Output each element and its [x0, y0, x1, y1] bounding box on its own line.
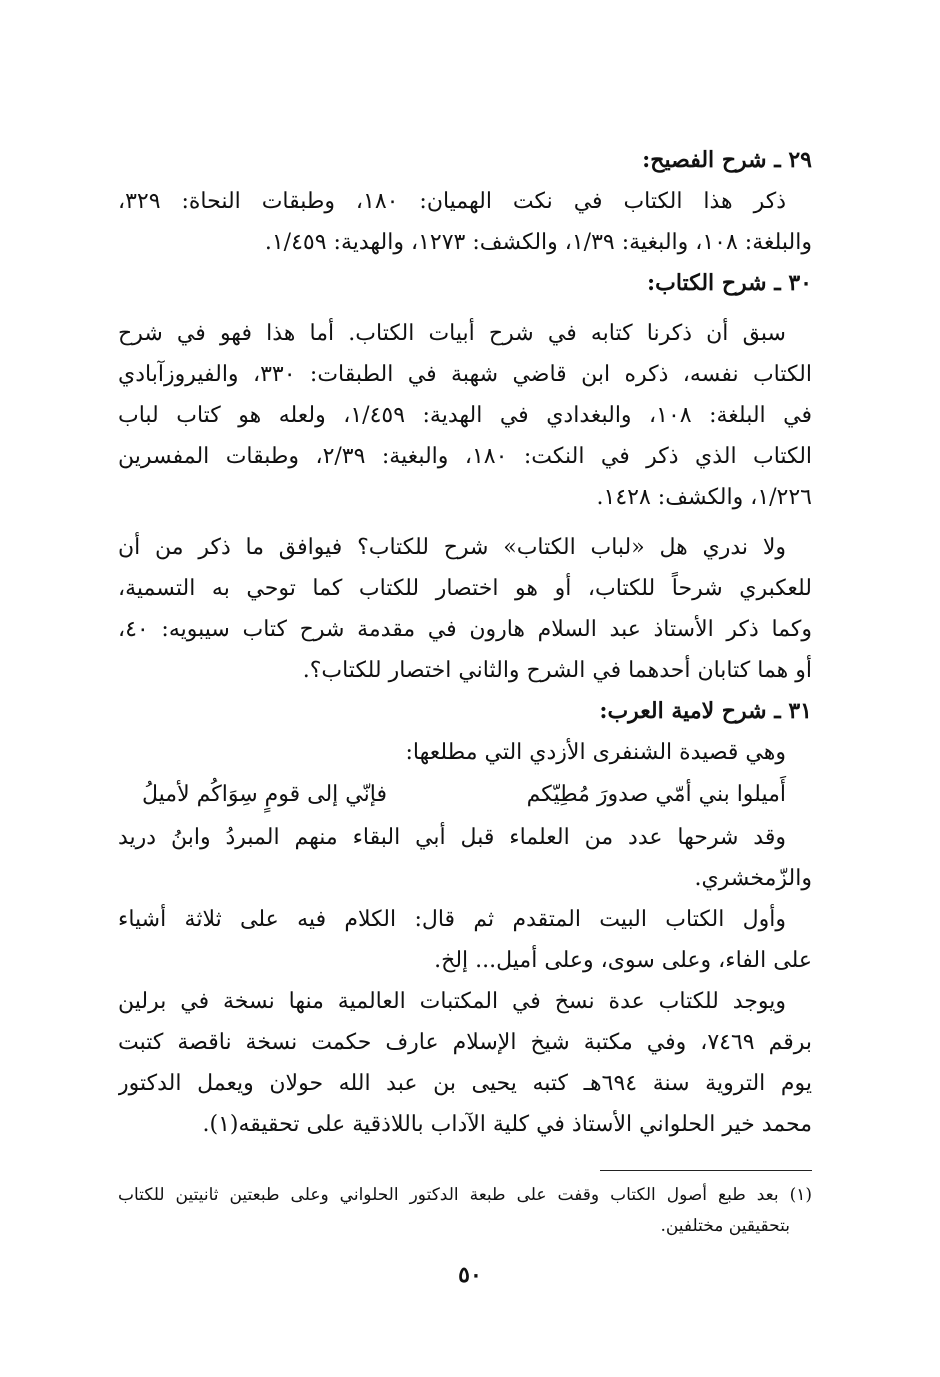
- verse-first-hemistich: أَميلوا بني أمّي صدورَ مُطِيّكم: [526, 782, 786, 807]
- text-line: للعكبري شرحاً للكتاب، أو هو اختصار للكتاب كما توحي به التسمية،: [118, 576, 812, 601]
- footnote-separator: [600, 1170, 812, 1171]
- text-line: محمد خير الحلواني الأستاذ في كلية الآداب باللاذقية على تحقيقه(١).: [202, 1112, 812, 1137]
- text-line: على الفاء، وعلى سوى، وعلى أميل... إلخ.: [434, 948, 812, 973]
- verse-intro: وهي قصيدة الشنفرى الأزدي التي مطلعها:: [405, 740, 786, 765]
- section-30-heading: ٣٠ ـ شرح الكتاب:: [647, 270, 812, 296]
- text-line: ١/٢٢٦، والكشف: ١٤٢٨.: [596, 485, 812, 510]
- footnote: [118, 1180, 812, 1242]
- text-line: الكتاب نفسه، ذكره ابن قاضي شهبة في الطبقات: ٣٣٠، والفيروزآبادي: [118, 362, 812, 387]
- text-line: برقم ٧٤٦٩، وفي مكتبة شيخ الإسلام عارف حكمت نسخة ناقصة كتبت: [118, 1030, 812, 1055]
- text-line: وقد شرحها عدد من العلماء قبل أبي البقاء منهم المبردُ وابنُ دريد: [118, 825, 786, 850]
- text-line: والبلغة: ١٠٨، والبغية: ١/٣٩، والكشف: ١٢٧٣، والهدية: ١/٤٥٩.: [264, 230, 812, 255]
- footnote-line: بتحقيقين مختلفين.: [660, 1216, 790, 1236]
- text-line: أو هما كتابان أحدهما في الشرح والثاني اختصار للكتاب؟.: [302, 658, 812, 683]
- text-line: في البلغة: ١٠٨، والبغدادي في الهدية: ١/٤٥٩، ولعله هو كتاب لباب: [118, 403, 812, 428]
- text-line: وكما ذكر الأستاذ عبد السلام هارون في مقدمة شرح كتاب سيبويه: ٤٠،: [118, 617, 812, 642]
- text-line: والزّمخشري.: [694, 866, 812, 891]
- text-line: يوم التروية سنة ٦٩٤هـ كتبه يحيى بن عبد الله حولان ويعمل الدكتور: [118, 1071, 812, 1096]
- text-line: الكتاب الذي ذكر في النكت: ١٨٠، والبغية: ٢/٣٩، وطبقات المفسرين: [118, 444, 812, 469]
- page-body: [118, 140, 812, 1145]
- page-number: ٥٠: [458, 1262, 482, 1288]
- text-line: ولا ندري هل «لباب الكتاب» شرح للكتاب؟ فيوافق ما ذكر من أن: [118, 535, 786, 560]
- text-line: سبق أن ذكرنا كتابه في شرح أبيات الكتاب. أما هذا فهو في شرح: [118, 321, 786, 346]
- section-29-heading: ٢٩ ـ شرح الفصيح:: [642, 147, 812, 173]
- verse-second-hemistich: فإنّي إلى قومٍ سِوَاكُم لأميلُ: [142, 782, 387, 807]
- text-line: ويوجد للكتاب عدة نسخ في المكتبات العالمية منها نسخة في برلين: [118, 989, 786, 1014]
- poem-verse: [118, 773, 812, 817]
- section-31-heading: ٣١ ـ شرح لامية العرب:: [599, 698, 812, 724]
- text-line: وأول الكتاب البيت المتقدم ثم قال: الكلام فيه على ثلاثة أشياء: [118, 907, 786, 932]
- footnote-line: (١) بعد طبع أصول الكتاب وقفت على طبعة الدكتور الحلواني وعلى طبعتين ثانيتين للكتاب: [118, 1185, 812, 1205]
- text-line: ذكر هذا الكتاب في نكت الهميان: ١٨٠، وطبقات النحاة: ٣٢٩،: [118, 189, 786, 214]
